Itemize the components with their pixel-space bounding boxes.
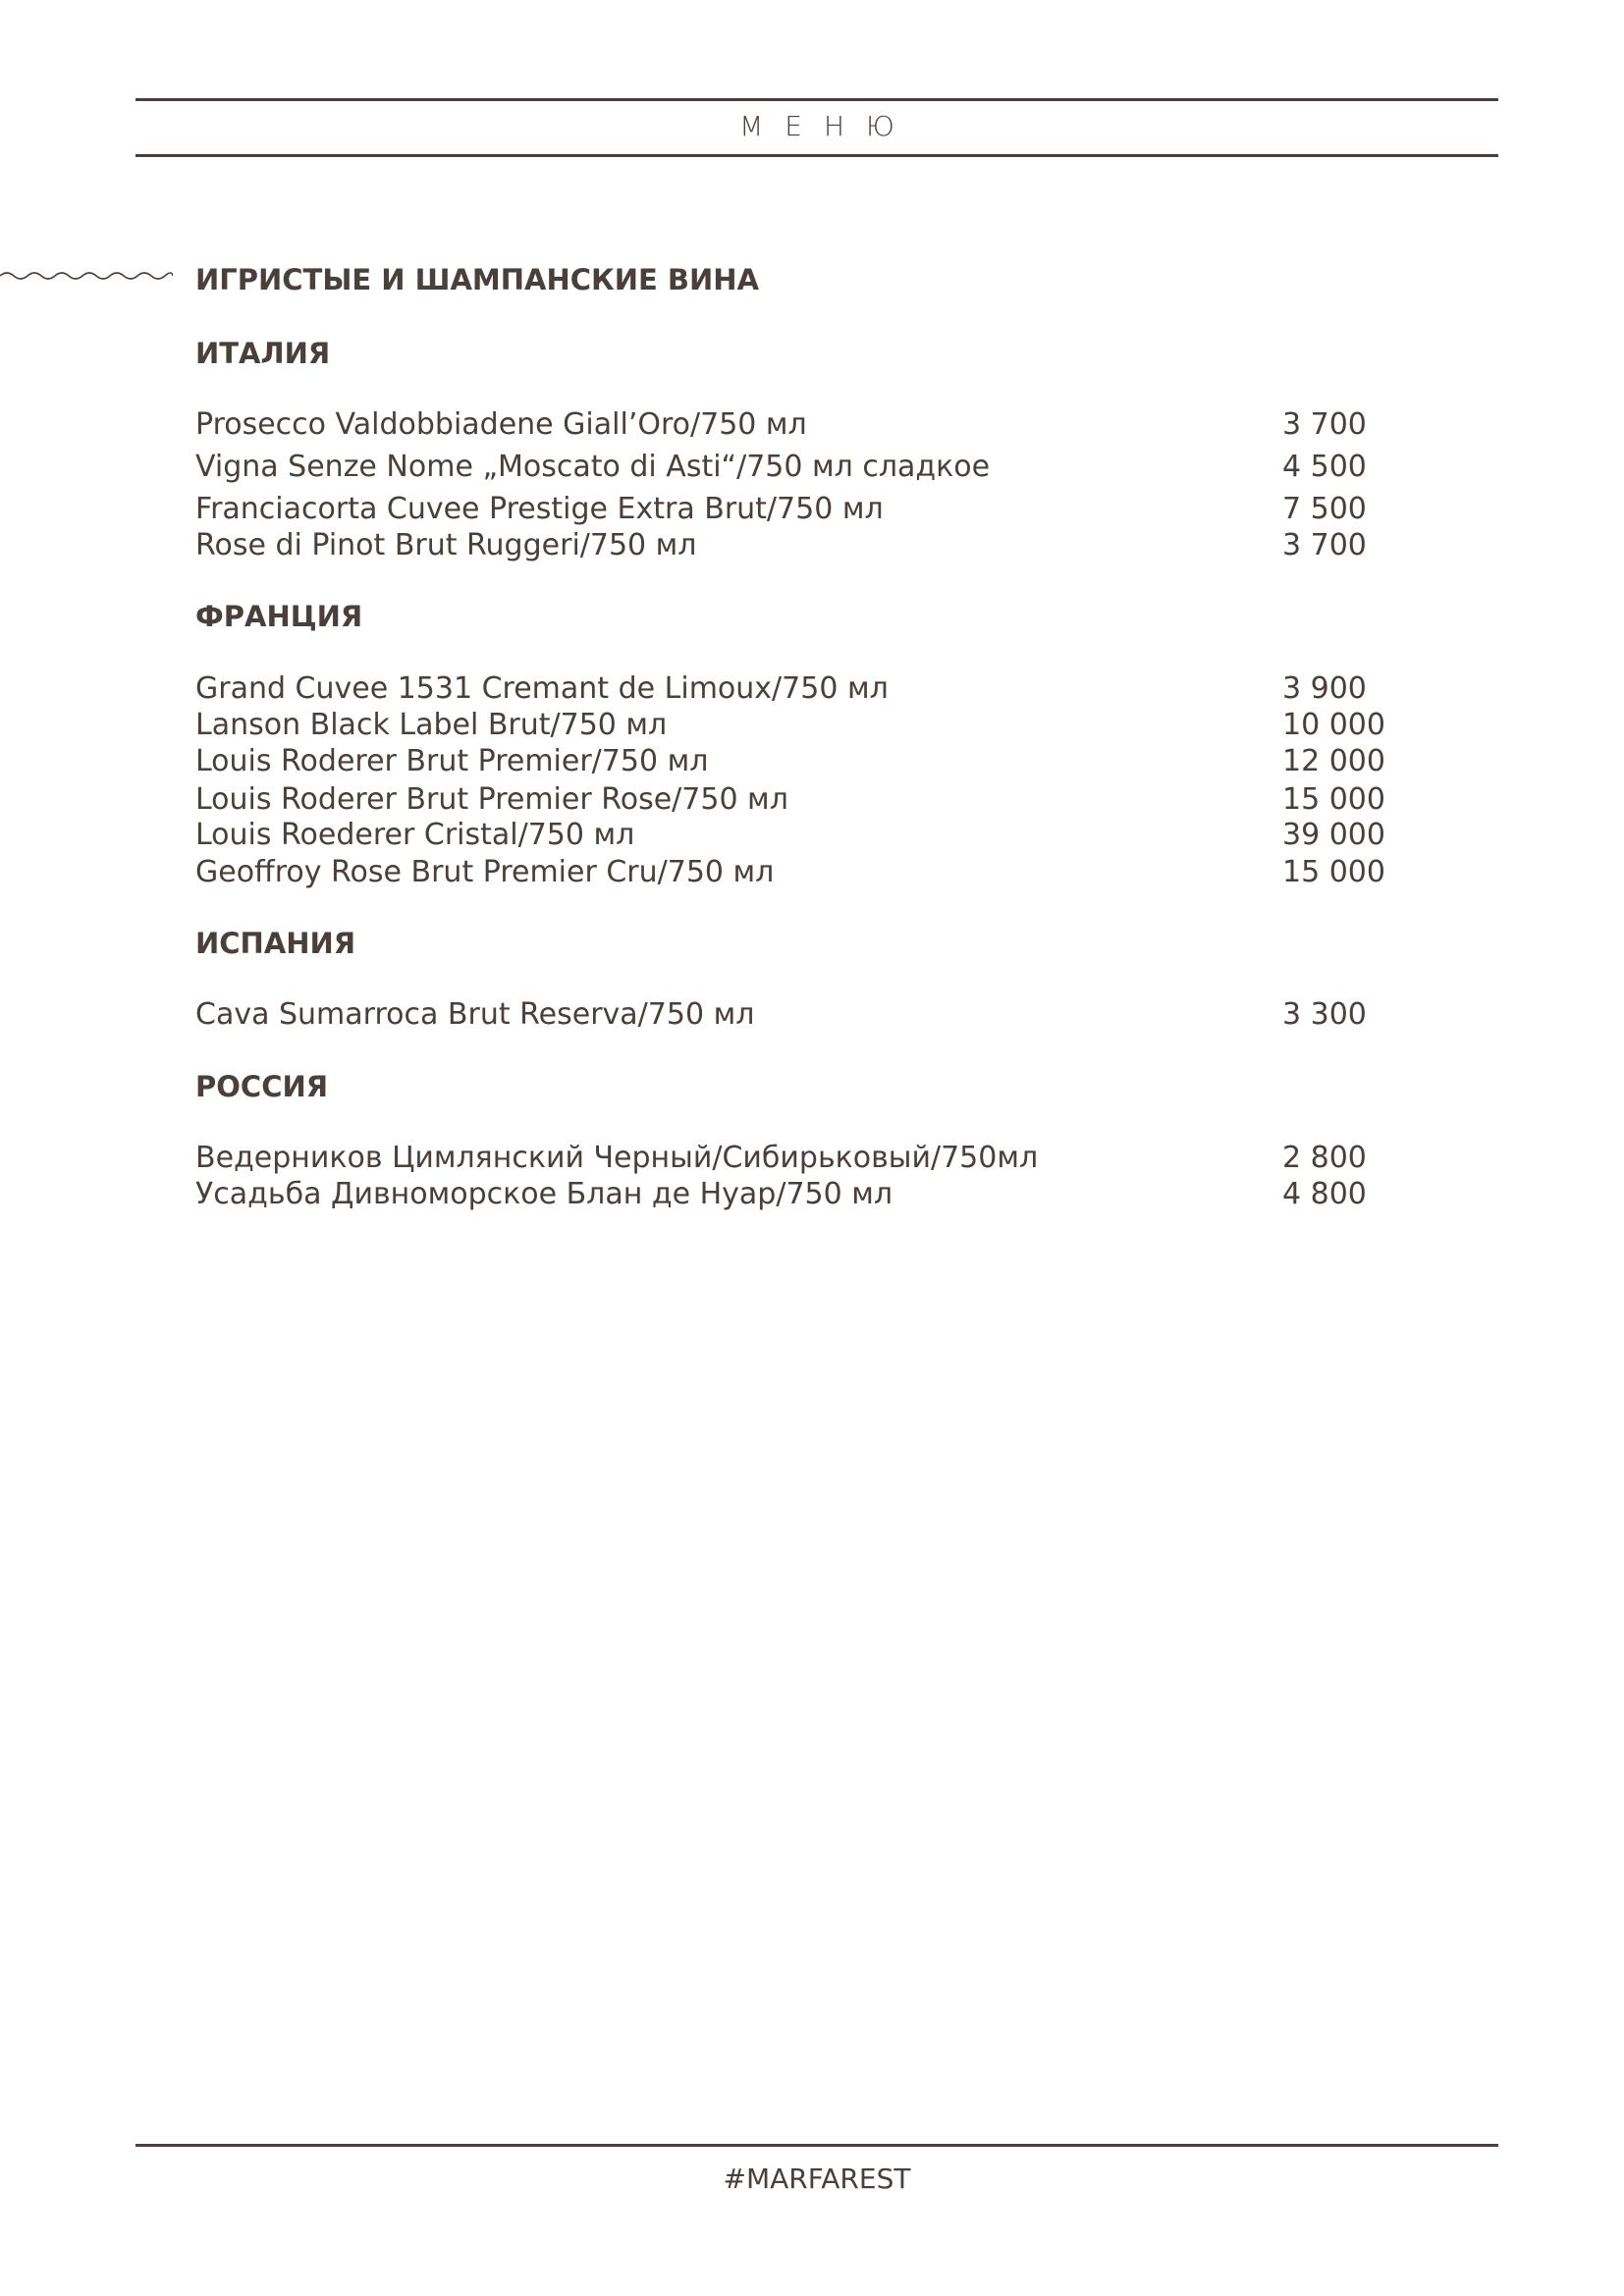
- menu-item-price: 4 500: [1282, 450, 1367, 484]
- footer-hashtag: #MARFAREST: [723, 2163, 911, 2195]
- menu-item-name: Louis Roderer Brut Premier/750 мл: [195, 744, 709, 778]
- footer-rule: [135, 2144, 1498, 2147]
- menu-item-name: Lanson Black Label Brut/750 мл: [195, 708, 668, 742]
- country-heading-france: ФРАНЦИЯ: [195, 600, 363, 633]
- header-bottom-rule: [135, 154, 1498, 157]
- menu-item-price: 39 000: [1282, 818, 1385, 852]
- menu-item-price: 3 700: [1282, 528, 1367, 562]
- menu-item-name: Geoffroy Rose Brut Premier Cru/750 мл: [195, 855, 775, 889]
- menu-item-name: Ведерников Цимлянский Черный/Сибирьковый/750мл: [195, 1141, 1039, 1175]
- header-top-rule: [135, 98, 1498, 101]
- page-title: МЕНЮ: [739, 110, 916, 142]
- menu-item-price: 2 800: [1282, 1141, 1367, 1175]
- menu-item-name: Grand Cuvee 1531 Cremant de Limoux/750 мл: [195, 671, 889, 706]
- menu-item-price: 3 900: [1282, 671, 1367, 706]
- country-heading-russia: РОССИЯ: [195, 1070, 329, 1103]
- section-heading: ИГРИСТЫЕ И ШАМПАНСКИЕ ВИНА: [195, 263, 760, 296]
- menu-item-price: 3 300: [1282, 997, 1367, 1032]
- menu-item-price: 7 500: [1282, 492, 1367, 526]
- menu-item-name: Cava Sumarroca Brut Reserva/750 мл: [195, 997, 755, 1032]
- menu-item-name: Louis Roderer Brut Premier Rose/750 мл: [195, 782, 788, 817]
- menu-item-price: 15 000: [1282, 782, 1385, 817]
- menu-item-name: Louis Roederer Cristal/750 мл: [195, 818, 635, 852]
- country-heading-spain: ИСПАНИЯ: [195, 927, 356, 960]
- wave-ornament-icon: [0, 267, 173, 285]
- menu-item-price: 10 000: [1282, 708, 1385, 742]
- menu-item-name: Franciacorta Cuvee Prestige Extra Brut/750 мл: [195, 492, 884, 526]
- menu-item-price: 4 800: [1282, 1177, 1367, 1211]
- menu-item-price: 3 700: [1282, 407, 1367, 442]
- menu-item-price: 15 000: [1282, 855, 1385, 889]
- menu-item-name: Rose di Pinot Brut Ruggeri/750 мл: [195, 528, 697, 562]
- menu-item-name: Vigna Senze Nome „Moscato di Asti“/750 мл сладкое: [195, 450, 991, 484]
- menu-item-name: Усадьба Дивноморское Блан де Нуар/750 мл: [195, 1177, 893, 1211]
- menu-item-name: Prosecco Valdobbiadene Giall’Oro/750 мл: [195, 407, 807, 442]
- menu-item-price: 12 000: [1282, 744, 1385, 778]
- country-heading-italy: ИТАЛИЯ: [195, 337, 331, 370]
